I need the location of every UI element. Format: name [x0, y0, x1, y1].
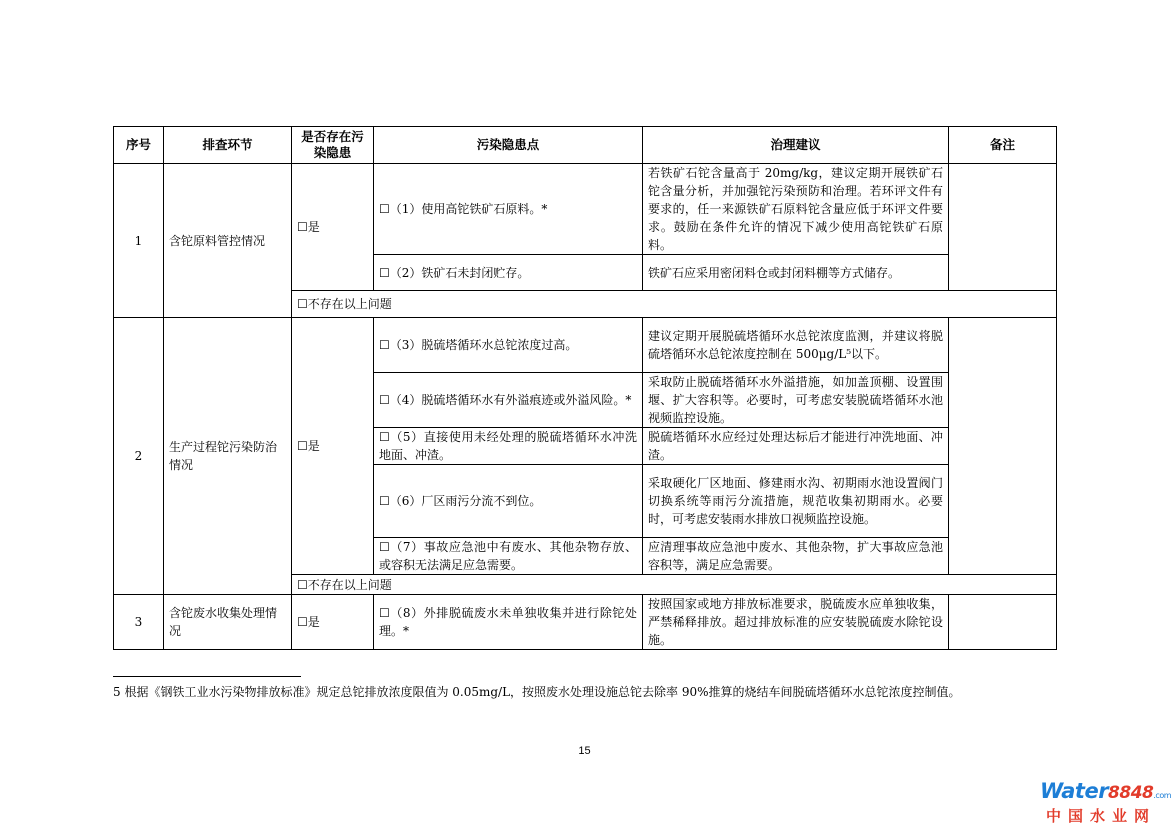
hazard-checkbox[interactable]: ☐（4）脱硫塔循环水有外溢痕迹或外溢风险。*	[374, 373, 643, 428]
advice-cell: 应清理事故应急池中废水、其他杂物，扩大事故应急池容积等，满足应急需要。	[643, 538, 949, 575]
inspection-table	[113, 126, 1057, 650]
watermark-logo	[1040, 779, 1171, 825]
header-step: 排查环节	[164, 127, 292, 164]
hazard-checkbox[interactable]: ☐（8）外排脱硫废水未单独收集并进行除铊处理。*	[374, 595, 643, 650]
seq-cell: 3	[114, 595, 164, 650]
advice-cell: 按照国家或地方排放标准要求，脱硫废水应单独收集，严禁稀释排放。超过排放标准的应安装脱硫废水除铊设施。	[643, 595, 949, 650]
note-cell	[949, 318, 1057, 575]
step-cell: 含铊废水收集处理情况	[164, 595, 292, 650]
watermark-number: 8848	[1108, 783, 1154, 803]
yes-checkbox[interactable]: ☐是	[292, 595, 374, 650]
hazard-checkbox[interactable]: ☐（5）直接使用未经处理的脱硫塔循环水冲洗地面、冲渣。	[374, 428, 643, 465]
seq-cell: 2	[114, 318, 164, 595]
hazard-checkbox[interactable]: ☐（2）铁矿石未封闭贮存。	[374, 255, 643, 291]
watermark-brand: Water	[1040, 779, 1109, 803]
advice-cell: 采取硬化厂区地面、修建雨水沟、初期雨水池设置阀门切换系统等雨污分流措施，规范收集初期雨水。必要时，可考虑安装雨水排放口视频监控设施。	[643, 465, 949, 538]
header-note: 备注	[949, 127, 1057, 164]
hazard-checkbox[interactable]: ☐（7）事故应急池中有废水、其他杂物存放、或容积无法满足应急需要。	[374, 538, 643, 575]
none-checkbox[interactable]: ☐不存在以上问题	[292, 575, 1057, 595]
header-seq: 序号	[114, 127, 164, 164]
table-header-row	[114, 127, 1057, 164]
seq-cell: 1	[114, 164, 164, 318]
advice-cell: 建议定期开展脱硫塔循环水总铊浓度监测，并建议将脱硫塔循环水总铊浓度控制在 500μg/L⁵以下。	[643, 318, 949, 373]
advice-cell: 若铁矿石铊含量高于 20mg/kg，建议定期开展铁矿石铊含量分析，并加强铊污染预防和治理。若环评文件有要求的，任一来源铁矿石原料铊含量应低于环评文件要求。鼓励在条件允许的情况下减少使用高铊铁矿石原料。	[643, 164, 949, 255]
watermark-cn: 中国水业网	[1046, 807, 1157, 825]
header-advice: 治理建议	[643, 127, 949, 164]
page-number: 15	[578, 745, 591, 757]
none-checkbox[interactable]: ☐不存在以上问题	[292, 291, 1057, 318]
table-row	[114, 318, 1057, 373]
yes-checkbox[interactable]: ☐是	[292, 164, 374, 291]
footnote-separator	[113, 676, 301, 677]
note-cell	[949, 595, 1057, 650]
table-row	[114, 164, 1057, 255]
yes-checkbox[interactable]: ☐是	[292, 318, 374, 575]
advice-cell: 铁矿石应采用密闭料仓或封闭料棚等方式储存。	[643, 255, 949, 291]
advice-cell: 脱硫塔循环水应经过处理达标后才能进行冲洗地面、冲渣。	[643, 428, 949, 465]
footnote: 5 根据《钢铁工业水污染物排放标准》规定总铊排放浓度限值为 0.05mg/L，按照废水处理设施总铊去除率 90%推算的烧结车间脱硫塔循环水总铊浓度控制值。	[113, 685, 961, 699]
hazard-checkbox[interactable]: ☐（3）脱硫塔循环水总铊浓度过高。	[374, 318, 643, 373]
hazard-checkbox[interactable]: ☐（6）厂区雨污分流不到位。	[374, 465, 643, 538]
hazard-checkbox[interactable]: ☐（1）使用高铊铁矿石原料。*	[374, 164, 643, 255]
step-cell: 含铊原料管控情况	[164, 164, 292, 318]
advice-cell: 采取防止脱硫塔循环水外溢措施，如加盖顶棚、设置围堰、扩大容积等。必要时，可考虑安装脱硫塔循环水池视频监控设施。	[643, 373, 949, 428]
watermark-suffix: .com	[1153, 791, 1171, 800]
header-hazard: 污染隐患点	[374, 127, 643, 164]
header-exists: 是否存在污染隐患	[292, 127, 374, 164]
note-cell	[949, 164, 1057, 291]
table-row	[114, 595, 1057, 650]
step-cell: 生产过程铊污染防治情况	[164, 318, 292, 595]
